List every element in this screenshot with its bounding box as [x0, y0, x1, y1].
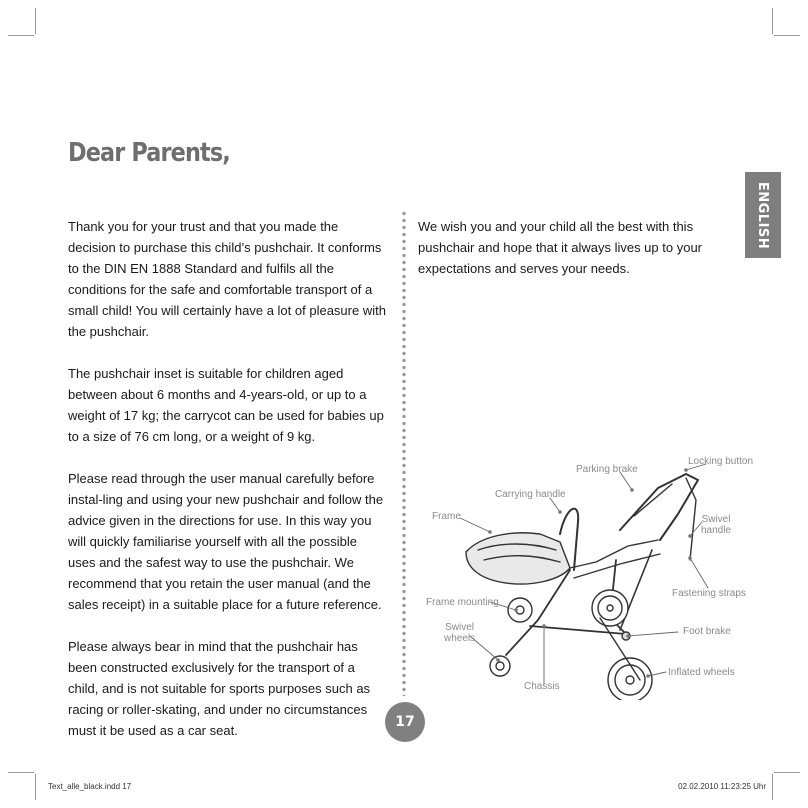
column-divider — [402, 210, 406, 696]
crop-mark — [35, 774, 36, 800]
label-swivel-handle-text: Swivel handle — [701, 514, 732, 536]
paragraph: Please always bear in mind that the pushchair has been constructed exclusively for the transport of a child, and is not suitable for sports purposes such as racing or roller-skating, and under no circumstances must it be used as a car seat. — [68, 639, 371, 738]
paragraph: Please read through the user manual carefully before instal-ling and using your new pushchair and follow the advice given in the directions for use. In this way you will quickly familiarise yourself with all the possible uses and the safest way to use the pushchair. We recommend that you retain the user manual (and the sales receipt) in a suitable place for a future reference. — [68, 471, 384, 612]
pushchair-illustration — [420, 450, 760, 700]
label-swivel-handle — [701, 514, 731, 536]
crop-mark — [8, 772, 34, 773]
crop-mark — [35, 8, 36, 34]
page-number: 17 — [385, 702, 425, 742]
label-chassis: Chassis — [524, 681, 560, 692]
label-carrying-handle: Carrying handle — [495, 489, 566, 500]
label-parking-brake: Parking brake — [576, 464, 638, 475]
left-column — [68, 216, 388, 762]
right-column — [418, 216, 744, 300]
language-tab-label: ENGLISH — [755, 181, 771, 249]
label-frame: Frame — [432, 511, 461, 522]
label-swivel-wheels-text: Swivel wheels — [444, 622, 476, 644]
crop-mark — [774, 772, 800, 773]
footer-file: Text_alle_black.indd 17 — [48, 782, 132, 791]
paragraph: We wish you and your child all the best with this pushchair and hope that it always lives up to your expectations and serves your needs. — [418, 219, 703, 276]
language-tab[interactable] — [745, 172, 781, 258]
label-frame-mounting: Frame mounting — [426, 597, 499, 608]
crop-mark — [8, 35, 34, 36]
label-locking-button: Locking button — [688, 456, 754, 467]
footer-timestamp: 02.02.2010 11:23:25 Uhr — [678, 782, 766, 791]
label-swivel-wheels — [444, 622, 475, 644]
label-inflated-wheels: Inflated wheels — [668, 667, 735, 678]
page-title: Dear Parents, — [68, 138, 230, 168]
crop-mark — [774, 35, 800, 36]
crop-mark — [772, 8, 773, 34]
pushchair-diagram — [420, 450, 760, 700]
crop-mark — [772, 774, 773, 800]
label-foot-brake: Foot brake — [683, 626, 731, 637]
paragraph: Thank you for your trust and that you made the decision to purchase this child’s pushchair. It conforms to the DIN EN 1888 Standard and fulfils all the conditions for the safe and comfortable transport of a small child! You will certainly have a lot of pleasure with the pushchair. — [68, 219, 386, 339]
label-fastening-straps: Fastening straps — [672, 588, 746, 599]
paragraph: The pushchair inset is suitable for children aged between about 6 months and 4-years-old, or up to a weight of 17 kg; the carrycot can be used for babies up to a size of 76 cm long, or a weight of 9 kg. — [68, 366, 384, 444]
